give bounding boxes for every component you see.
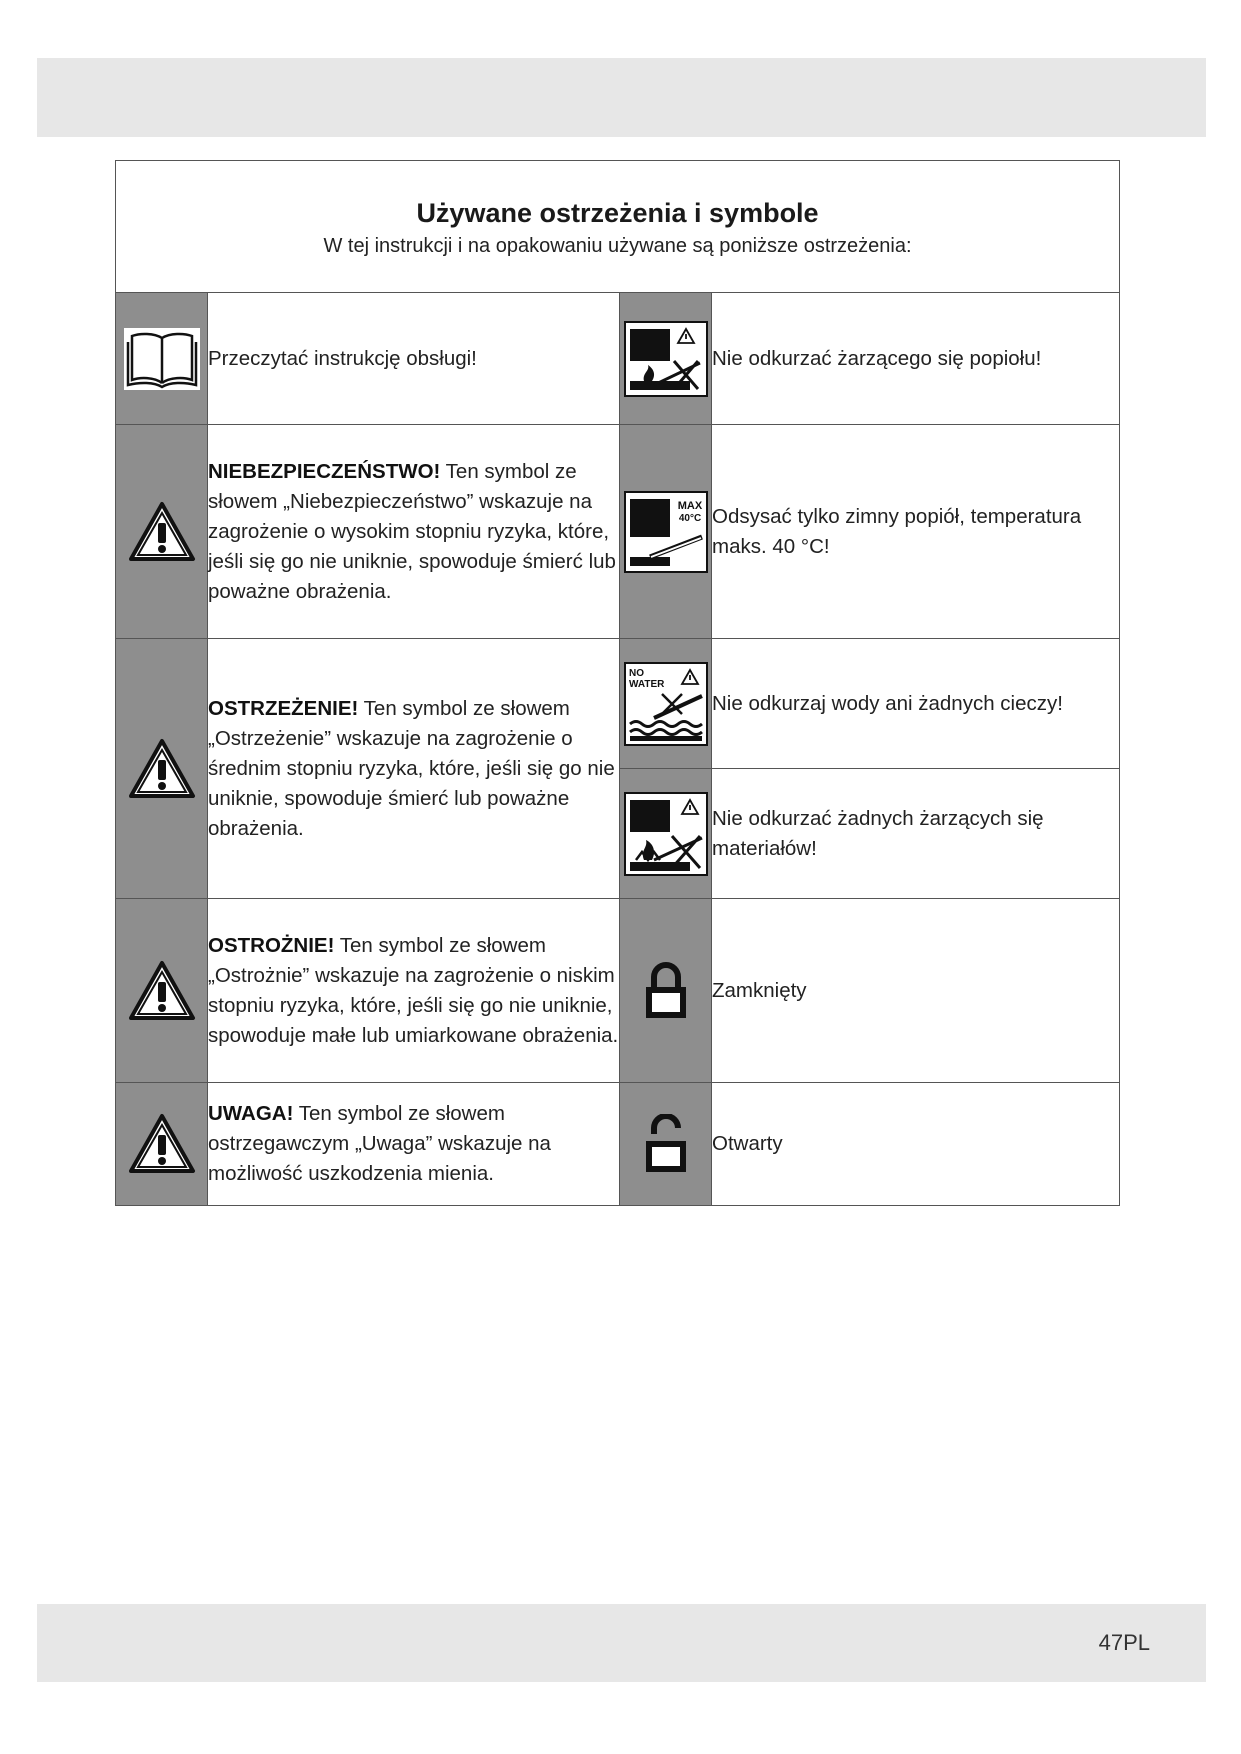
warning-triangle-icon	[128, 738, 196, 800]
page-number: 47PL	[1098, 1630, 1150, 1655]
notice-label: UWAGA!	[208, 1102, 294, 1125]
max-badge-line2: 40°C	[678, 512, 701, 524]
no-water-icon	[624, 662, 708, 746]
notice-icon-cell	[116, 1083, 208, 1206]
page-title: Używane ostrzeżenia i symbole	[416, 197, 819, 228]
danger-icon-cell	[116, 425, 208, 639]
warning-triangle-icon	[128, 1113, 196, 1175]
no-water-text: Nie odkurzaj wody ani żadnych cieczy!	[712, 639, 1120, 769]
no-burning-material-icon	[624, 792, 708, 876]
header-band	[37, 58, 1206, 137]
notice-description	[208, 1083, 620, 1206]
danger-description	[208, 425, 620, 639]
page-subtitle: W tej instrukcji i na opakowaniu używane są poniższe ostrzeżenia:	[323, 234, 912, 257]
caution-text: Ten symbol ze słowem „Ostrożnie” wskazuje na zagrożenie o niskim stopniu ryzyka, które, jeśli się go nie uniknie, spowoduje małe lub umiarkowane obrażenia.	[208, 933, 619, 1047]
max-badge-line1: MAX	[677, 499, 702, 512]
caution-description	[208, 899, 620, 1083]
warning-triangle-icon	[128, 501, 196, 563]
warning-text: Ten symbol ze słowem „Ostrzeżenie” wskazuje na zagrożenie o średnim stopniu ryzyka, które, jeśli się go nie uniknie, spowoduje śmierć lub poważne obrażenia.	[208, 696, 615, 840]
padlock-open-icon	[644, 1114, 688, 1174]
no-glowing-ash-text: Nie odkurzać żarzącego się popiołu!	[712, 293, 1120, 425]
footer-band	[37, 1604, 1206, 1682]
warning-label: OSTRZEŻENIE!	[208, 696, 359, 720]
danger-text: Ten symbol ze słowem „Niebezpieczeństwo” wskazuje na zagrożenie o wysokim stopniu ryzyka, które, jeśli się go nie uniknie, spowoduje śmierć lub poważne obrażenia.	[208, 459, 616, 603]
caution-icon-cell	[116, 899, 208, 1083]
symbols-table	[115, 160, 1120, 1206]
padlock-closed-icon	[644, 962, 688, 1020]
book-icon	[124, 328, 200, 390]
danger-label: NIEBEZPIECZEŃSTWO!	[208, 459, 441, 483]
warning-icon-cell	[116, 639, 208, 899]
read-manual-text: Przeczytać instrukcję obsługi!	[208, 293, 620, 425]
padlock-open-icon-cell	[620, 1083, 712, 1206]
warning-triangle-icon	[128, 960, 196, 1022]
no-water-icon-cell	[620, 639, 712, 769]
notice-text: Ten symbol ze słowem ostrzegawczym „Uwaga” wskazuje na możliwość uszkodzenia mienia.	[208, 1102, 551, 1185]
max-temp-icon-cell	[620, 425, 712, 639]
padlock-closed-icon-cell	[620, 899, 712, 1083]
max-temp-text: Odsysać tylko zimny popiół, temperatura maks. 40 °C!	[712, 425, 1120, 639]
no-glowing-ash-icon-cell	[620, 293, 712, 425]
closed-text: Zamknięty	[712, 899, 1120, 1083]
no-glowing-ash-icon	[624, 321, 708, 397]
no-burning-material-icon-cell	[620, 769, 712, 899]
max-40c-icon	[624, 491, 708, 573]
svg-text:NO: NO	[628, 667, 644, 679]
warning-description	[208, 639, 620, 899]
book-icon-cell	[116, 293, 208, 425]
no-burning-material-text: Nie odkurzać żadnych żarzących się materiałów!	[712, 769, 1120, 899]
open-text: Otwarty	[712, 1083, 1120, 1206]
caution-label: OSTROŻNIE!	[208, 933, 335, 957]
table-header	[116, 161, 1120, 293]
svg-text:WATER: WATER	[628, 678, 664, 690]
